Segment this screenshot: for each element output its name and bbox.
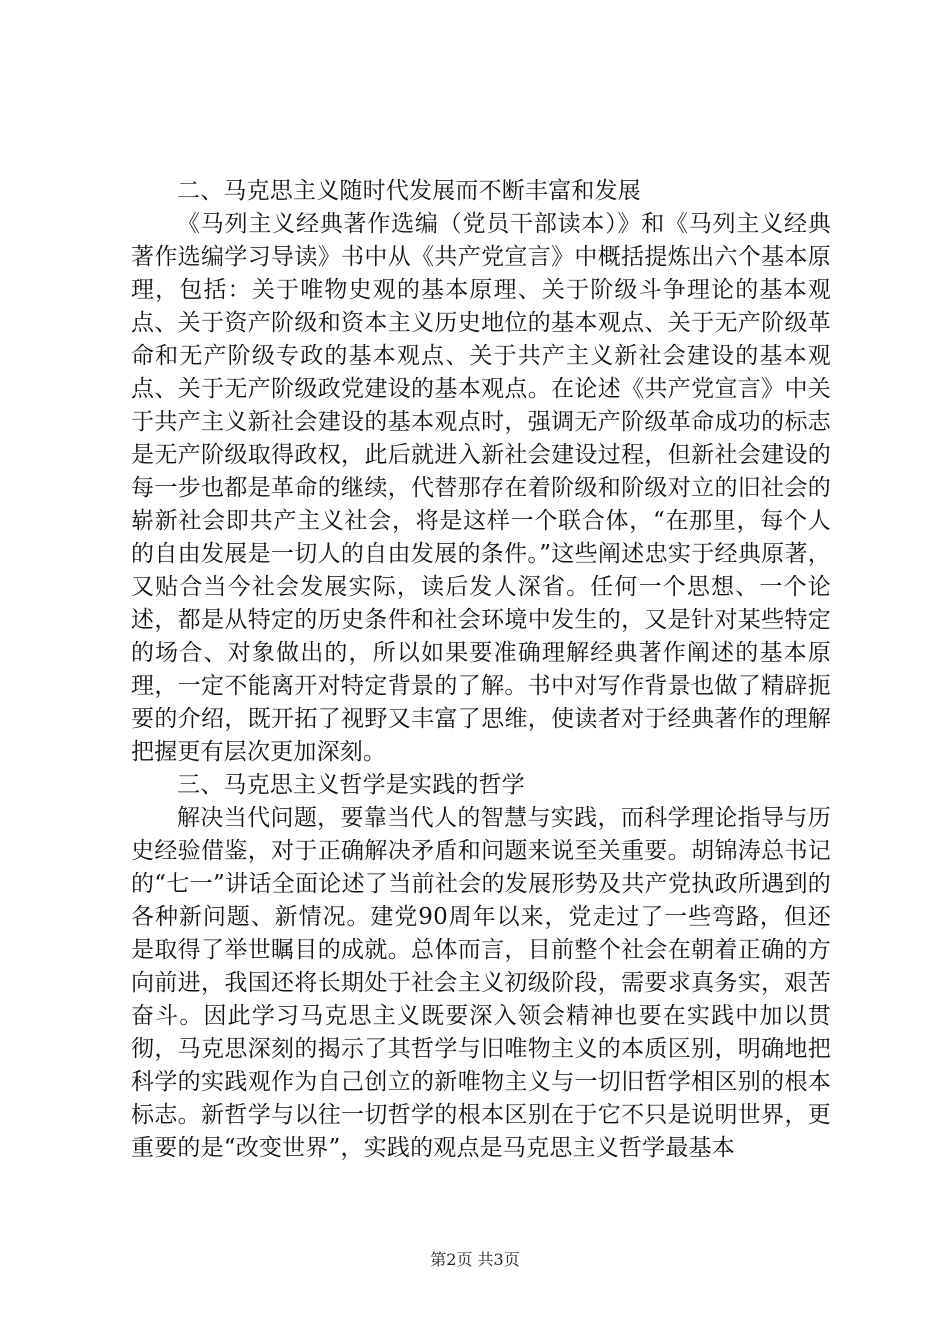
section-2-paragraph: 《马列主义经典著作选编（党员干部读本）》和《马列主义经典著作选编学习导读》书中从《共产党宣言》中概括提炼出六个基本原理，包括：关于唯物史观的基本原理、关于阶级斗争理论的基本观点、关于资产阶级和资本主义历史地位的基本观点、关于无产阶级革命和无产阶级专政的基本观点、关于共产主义新社会建设的基本观点、关于无产阶级政党建设的基本观点。在论述《共产党宣言》中关于共产主义新社会建设的基本观点时，强调无产阶级革命成功的标志是无产阶级取得政权，此后就进入新社会建设过程，但新社会建设的每一步也都是革命的继续，代替那存在着阶级和阶级对立的旧社会的崭新社会即共产主义社会，将是这样一个联合体，“在那里，每个人的自由发展是一切人的自由发展的条件。”这些阐述忠实于经典原著，又贴合当今社会发展实际，读后发人深省。任何一个思想、一个论述，都是从特定的历史条件和社会环境中发生的，又是针对某些特定的场合、对象做出的，所以如果要准确理解经典著作阐述的基本原理，一定不能离开对特定背景的了解。书中对写作背景也做了精辟扼要的介绍，既开拓了视野又丰富了思维，使读者对于经典著作的理解把握更有层次更加深刻。 <box>131 211 831 765</box>
section-3-paragraph: 解决当代问题，要靠当代人的智慧与实践，而科学理论指导与历史经验借鉴，对于正确解决矛盾和问题来说至关重要。胡锦涛总书记的“七一”讲话全面论述了当前社会的发展形势及共产党执政所遇到的各种新问题、新情况。建党90周年以来，党走过了一些弯路，但还是取得了举世瞩目的成就。总体而言，目前整个社会在朝着正确的方向前进，我国还将长期处于社会主义初级阶段，需要求真务实，艰苦奋斗。因此学习马克思主义既要深入领会精神也要在实践中加以贯彻，马克思深刻的揭示了其哲学与旧唯物主义的本质区别，明确地把科学的实践观作为自己创立的新唯物主义与一切旧哲学相区别的根本标志。新哲学与以往一切哲学的根本区别在于它不只是说明世界，更重要的是“改变世界”，实践的观点是马克思主义哲学最基本 <box>131 805 831 1161</box>
section-2-heading: 二、马克思主义随时代发展而不断丰富和发展 <box>177 178 641 204</box>
section-3-heading: 三、马克思主义哲学是实践的哲学 <box>177 772 525 798</box>
page-number-indicator: 第2页 共3页 <box>430 1250 520 1269</box>
page-footer <box>0 1247 950 1270</box>
document-body <box>131 175 831 1165</box>
